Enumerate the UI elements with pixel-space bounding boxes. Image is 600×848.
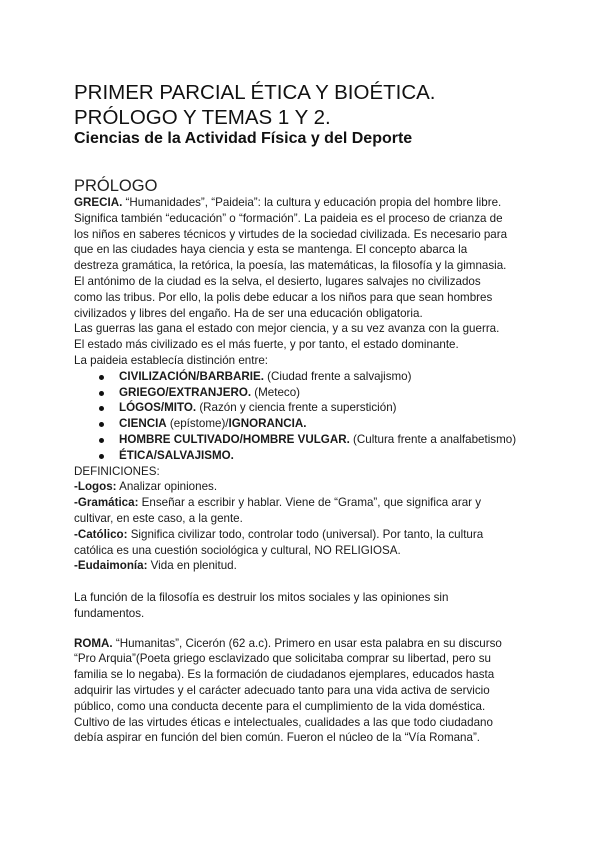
grecia-line-3: que en las ciudades haya ciencia y esta se mantenga. El concepto abarca la [74,243,468,257]
grecia-line-8: Las guerras las gana el estado con mejor ciencia, y a su vez avanza con la guerra. [74,322,500,336]
list-item: CIVILIZACIÓN/BARBARIE. (Ciudad frente a salvajismo) [119,369,534,385]
document-title [74,80,436,130]
philosophy-line-1: La función de la filosofía es destruir los mitos sociales y las opiniones sin [74,590,449,604]
title-line-2: PRÓLOGO Y TEMAS 1 Y 2. [74,106,331,129]
definition-eudaimonia: -Eudaimonía: Vida en plenitud. [74,559,237,573]
spacer [74,622,534,636]
list-item: GRIEGO/EXTRANJERO. (Meteco) [119,385,534,401]
list-item: ÉTICA/SALVAJISMO. [119,448,534,464]
document-subtitle: Ciencias de la Actividad Física y del Deporte [74,130,413,147]
section-heading-prologo: PRÓLOGO [74,177,158,195]
title-line-1: PRIMER PARCIAL ÉTICA Y BIOÉTICA. [74,81,436,104]
definition-catolico: -Católico: Significa civilizar todo, controlar todo (universal). Por tanto, la cultura [74,527,484,541]
roma-label: ROMA. [74,636,113,650]
distinction-list [74,369,534,464]
roma-line-5: Cultivo de las virtudes éticas e intelectuales, cualidades a las que todo ciudadano [74,715,493,729]
spacer [74,574,534,590]
roma-line-2: familia se lo negaba). Es la formación de ciudadanos ejemplares, educados hasta [74,668,495,682]
roma-line-6: debía aspirar en función del bien común. Fueron el núcleo de la “Vía Romana”. [74,731,481,745]
grecia-line-9: El estado más civilizado es el más fuerte, y por tanto, el estado dominante. [74,338,459,352]
grecia-line-1: Significa también “educación” o “formación”. La paideia es el proceso de crianza de [74,211,503,225]
grecia-label: GRECIA. [74,196,123,209]
grecia-line-10: La paideia establecía distinción entre: [74,353,269,367]
grecia-line-7: civilizados y libres del engaño. Ha de ser una educación obligatoria. [74,306,423,320]
grecia-line-4: destreza gramática, la retórica, la poesía, las matemáticas, la filosofía y la gimnasia. [74,259,507,273]
definition-gramatica-cont: cultivar, en este caso, a la gente. [74,511,243,525]
roma-line-4: público, como una conducta decente para el cumplimiento de la vida doméstica. [74,699,486,713]
grecia-line-2: los niños en saberes técnicos y virtudes de la sociedad civilizada. Es necesario para [74,227,508,241]
philosophy-line-2: fundamentos. [74,606,145,620]
roma-line-3: adquirir las virtudes y el carácter adecuado tanto para una vida activa de servicio [74,683,490,697]
definition-gramatica: -Gramática: Enseñar a escribir y hablar. Viene de “Grama”, que significa arar y [74,496,482,510]
list-item: HOMBRE CULTIVADO/HOMBRE VULGAR. (Cultura frente a analfabetismo) [119,432,534,448]
grecia-line-6: como las tribus. Por ello, la polis debe educar a los niños para que sean hombres [74,290,493,304]
list-item: CIENCIA (epístome)/IGNORANCIA. [119,416,534,432]
list-item: LÓGOS/MITO. (Razón y ciencia frente a superstición) [119,400,534,416]
definition-catolico-cont: católica es una cuestión sociológica y cultural, NO RELIGIOSA. [74,543,401,557]
roma-line-1: “Pro Arquia”(Poeta griego esclavizado que solicitaba comprar su libertad, pero su [74,652,491,666]
document-body [74,195,534,746]
grecia-line-5: El antónimo de la ciudad es la selva, el desierto, lugares salvajes no civilizados [74,274,481,288]
definitions-heading: DEFINICIONES: [74,464,160,478]
grecia-line-0: GRECIA. “Humanidades”, “Paideia”: la cultura y educación propia del hombre libre. [74,196,502,209]
roma-line-0: ROMA. “Humanitas”, Cicerón (62 a.c). Primero en usar esta palabra en su discurso [74,636,502,650]
definition-logos: -Logos: Analizar opiniones. [74,480,218,494]
